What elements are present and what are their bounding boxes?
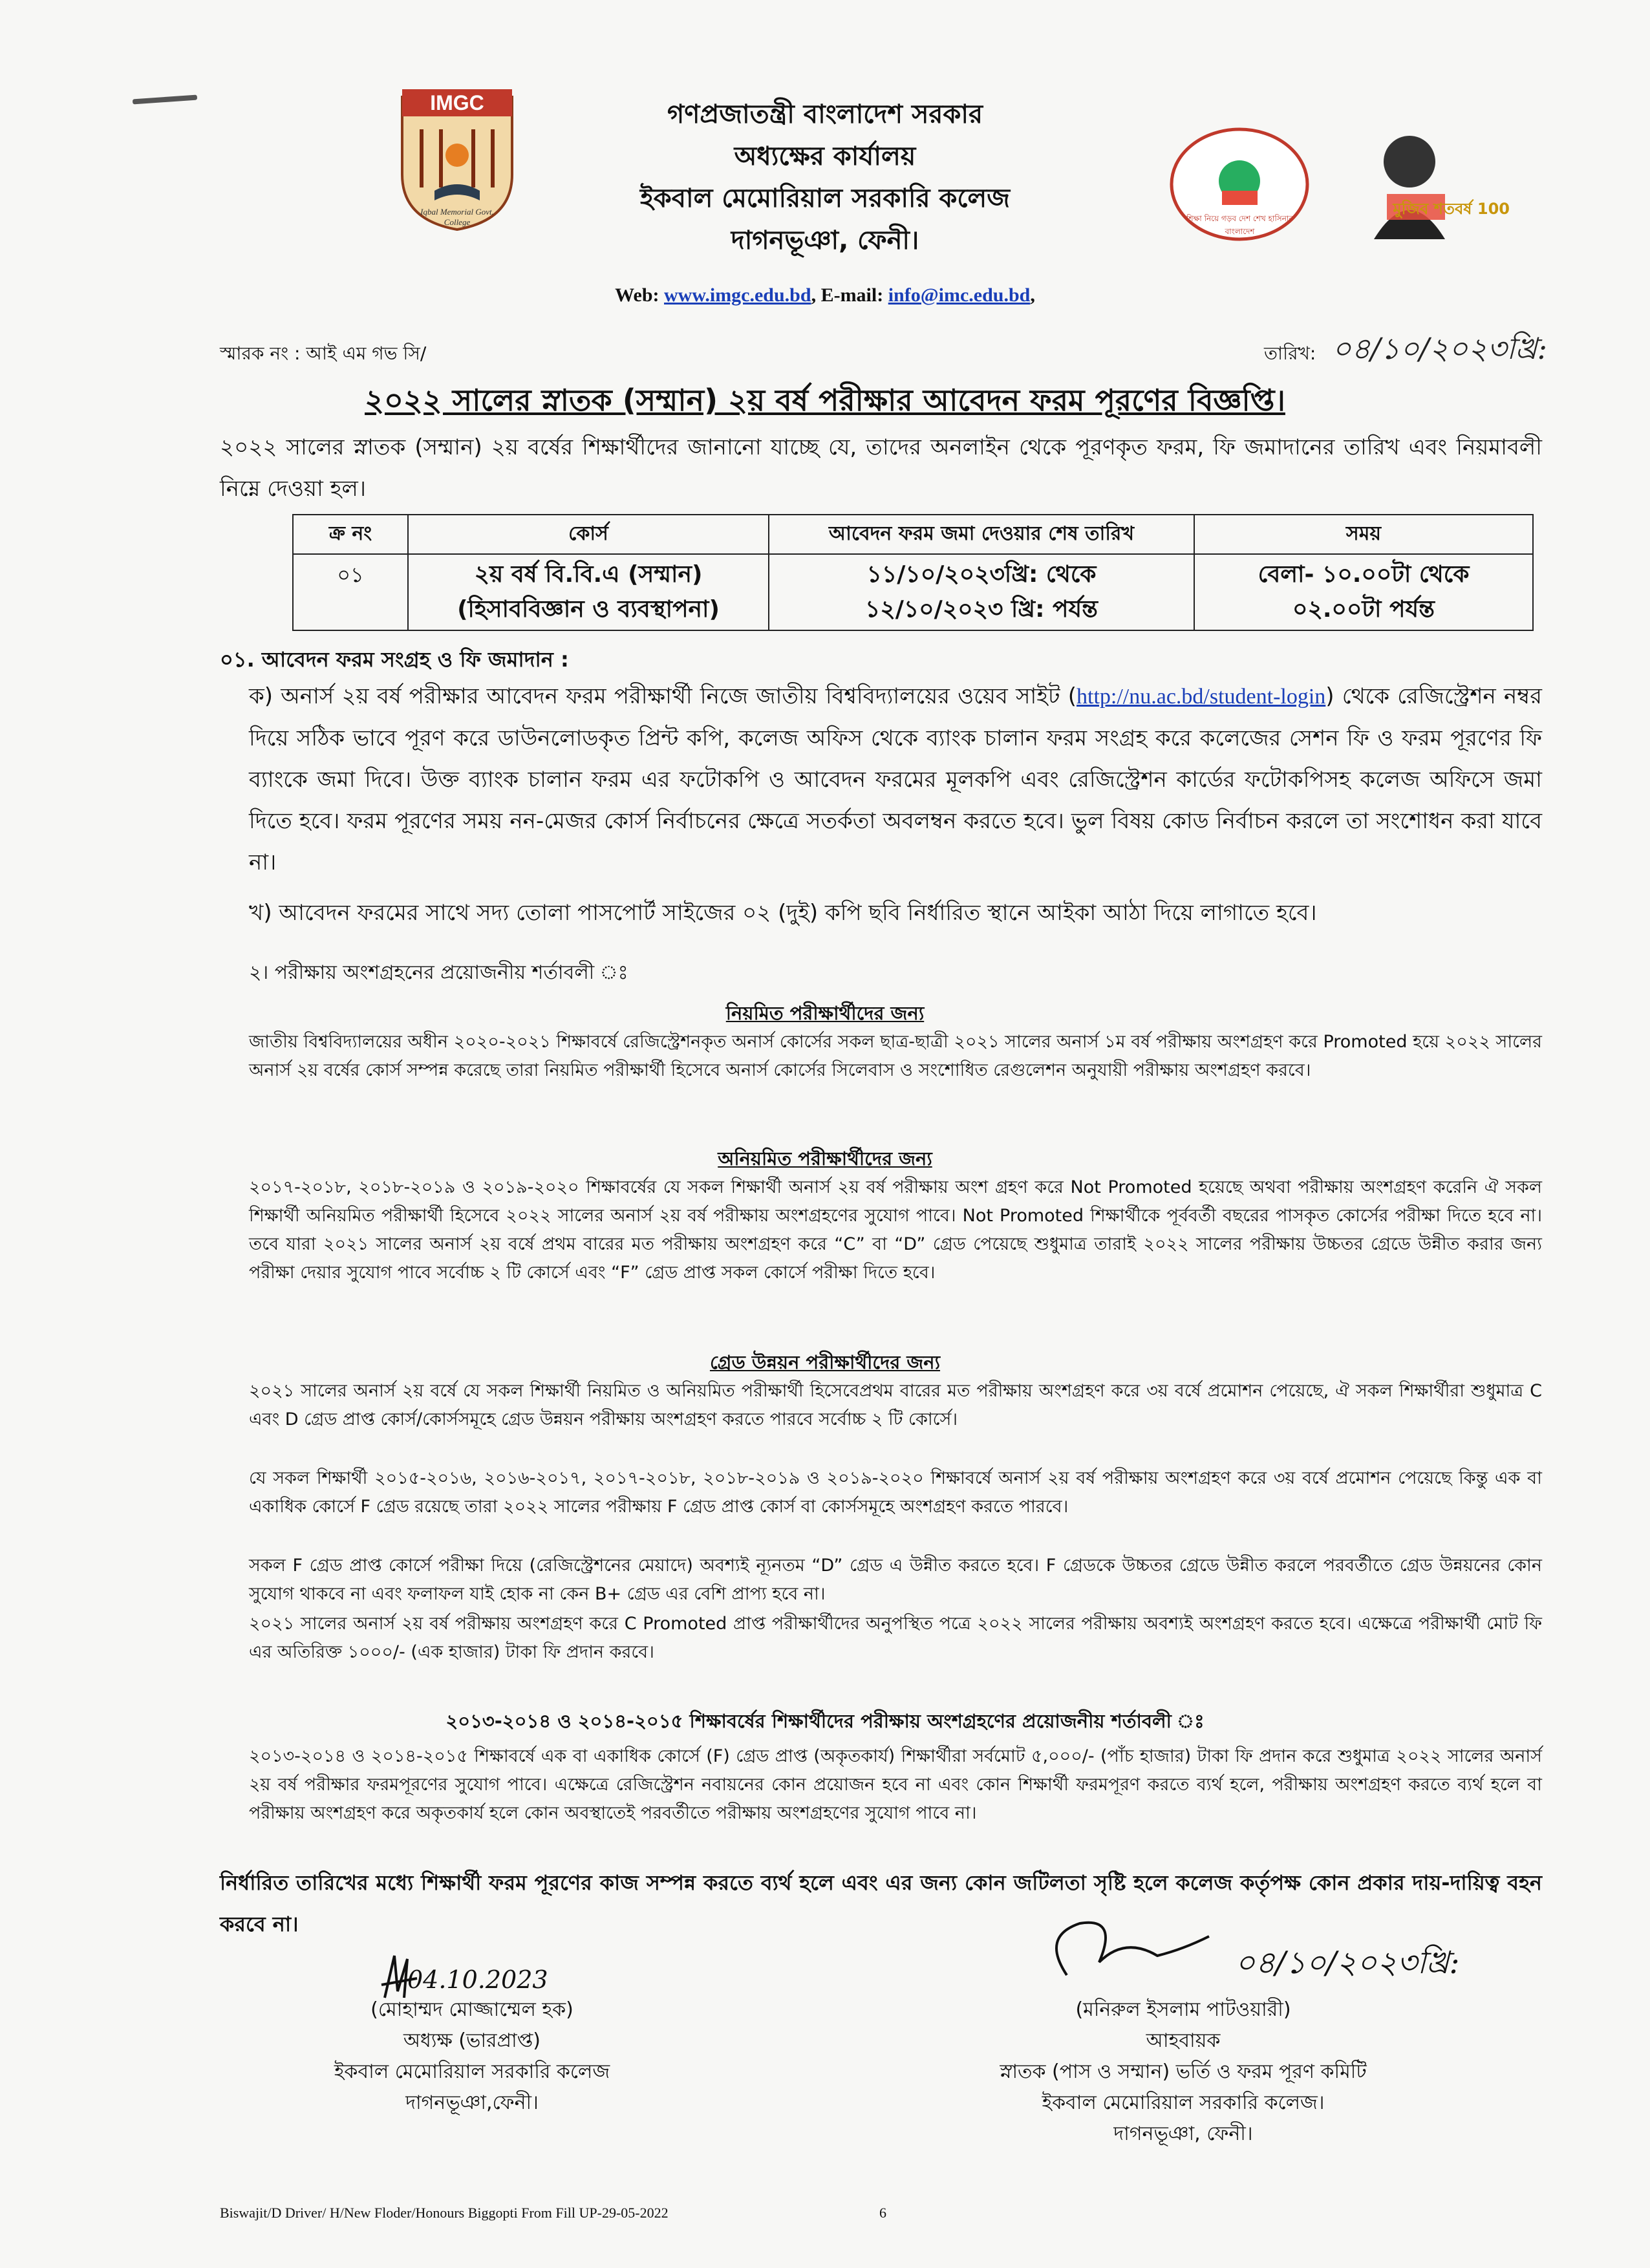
contact-line: Web: www.imgc.edu.bd, E-mail: info@imc.edu.bd, bbox=[615, 284, 1035, 306]
web-label: Web: bbox=[615, 284, 665, 306]
schedule-table bbox=[292, 514, 1534, 631]
date-handwritten: ০৪/১০/২০২৩খ্রি: bbox=[1332, 331, 1548, 366]
right-signer-role: আহবায়ক bbox=[1146, 2029, 1221, 2052]
col-course: কোর্স bbox=[408, 515, 769, 554]
section1-item-a: ক) অনার্স ২য় বর্ষ পরীক্ষার আবেদন ফরম পরীক্ষার্থী নিজে জাতীয় বিশ্ববিদ্যালয়ের ওয়েব সাইট (http://nu.ac.bd/student-login) থেকে রেজিস্ট্রেশন নম্বর দিয়ে সঠিক ভাবে পূরণ করে ডাউনলোডকৃত প্রিন্ট কপি, কলেজ অফিস থেকে ব্যাংক চালান ফরম সংগ্রহ করে কলেজের সেশন ফি ও ফরম পূরণের ফি ব্যাংকে জমা দিবে। উক্ত ব্যাংক চালান ফরম এর ফটোকপি ও আবেদন ফরমের মূলকপি এবং রেজিস্ট্রেশন কার্ডের ফটোকপিসহ কলেজ অফিসে জমা দিতে হবে। ফরম পূরণের সময় নন-মেজর কোর্স নির্বাচনের ক্ষেত্রে সতর্কতা অবলম্বন করতে হবে। ভুল বিষয় কোড নির্বাচন করলে তা সংশোধন করা যাবে না। bbox=[249, 683, 1543, 875]
campaign-logo-text: শিক্ষা নিয়ে গড়ব দেশ শেখ হাসিনার বাংলাদেশ bbox=[1186, 214, 1293, 236]
col-deadline: আবেদন ফরম জমা দেওয়ার শেষ তারিখ bbox=[769, 515, 1194, 554]
right-signer-org: ইকবাল মেমোরিয়াল সরকারি কলেজ। bbox=[1042, 2091, 1325, 2114]
col-sl: ক্র নং bbox=[293, 515, 408, 554]
footer-path: Biswajit/D Driver/ H/New Floder/Honours Biggopti From Fill UP-29-05-2022 bbox=[220, 2205, 669, 2221]
improvement-p1: ২০২১ সালের অনার্স ২য় বর্ষে যে সকল শিক্ষার্থী নিয়মিত ও অনিয়মিত পরীক্ষার্থী হিসেবেপ্রথম বারের মত পরীক্ষায় অংশগ্রহণ করে ৩য় বর্ষে প্রমোশন পেয়েছে, ঐ সকল শিক্ষার্থীরা শুধুমাত্র C এবং D গ্রেড প্রাপ্ত কোর্স/কোর্সসমূহে গ্রেড উন্নয়ন পরীক্ষায় অংশগ্রহণ করতে পারবে সর্বোচ্চ ২ টি কোর্সে। bbox=[249, 1381, 1542, 1429]
memo-ref: স্মারক নং : আই এম গভ সি/ bbox=[220, 343, 427, 364]
cell-time: বেলা- ১০.০০টা থেকে ০২.০০টা পর্যন্ত bbox=[1194, 554, 1533, 630]
right-signer-committee: স্নাতক (পাস ও সম্মান) ভর্তি ও ফরম পূরণ কমিটি bbox=[1000, 2060, 1367, 2083]
left-signature-date: 04.10.2023 bbox=[407, 1965, 548, 1994]
left-signer-place: দাগনভূঞা,ফেনী। bbox=[405, 2091, 539, 2114]
warning-paragraph: নির্ধারিত তারিখের মধ্যে শিক্ষার্থী ফরম পূরণের কাজ সম্পন্ন করতে ব্যর্থ হলে এবং এর জন্য কোন জটিলতা সৃষ্টি হলে কলেজ কর্তৃপক্ষ কোন প্রকার দায়-দায়িত্ব বহন করবে না। bbox=[220, 1870, 1542, 1936]
cell-course: ২য় বর্ষ বি.বি.এ (সম্মান) (হিসাববিজ্ঞান ও ব্যবস্থাপনা) bbox=[408, 554, 769, 630]
right-signature-block bbox=[892, 1995, 1474, 2150]
old-session-paragraph: ২০১৩-২০১৪ ও ২০১৪-২০১৫ শিক্ষাবর্ষে এক বা একাধিক কোর্সে (F) গ্রেড প্রাপ্ত (অকৃতকার্য) শিক্ষার্থীরা সর্বমোট ৫,০০০/- (পাঁচ হাজার) টাকা ফি প্রদান করে শুধুমাত্র ২০২২ সালের অনার্স ২য় বর্ষ পরীক্ষার ফরমপূরণের সুযোগ পাবে। এক্ষেত্রে রেজিস্ট্রেশন নবায়নের কোন প্রয়োজন হবে না এবং কোন শিক্ষার্থী ফরমপূরণ করতে ব্যর্থ হলে, পরীক্ষায় অংশগ্রহণ করতে ব্যর্থ হলে বা পরীক্ষায় অংশগ্রহণ করে অকৃতকার্য হলে কোন অবস্থাতেই পরবর্তীতে পরীক্ষায় অংশগ্রহণের সুযোগ পাবে না। bbox=[249, 1746, 1542, 1823]
college-name: ইকবাল মেমোরিয়াল সরকারি কলেজ bbox=[639, 184, 1011, 213]
left-signer-name: (মোহাম্মদ মোজ্জাম্মেল হক) bbox=[370, 1998, 573, 2021]
improvement-p2: যে সকল শিক্ষার্থী ২০১৫-২০১৬, ২০১৬-২০১৭, ২০১৭-২০১৮, ২০১৮-২০১৯ ও ২০১৯-২০২০ শিক্ষাবর্ষে অনার্স ২য় বর্ষ পরীক্ষায় অংশগ্রহণ করে ৩য় বর্ষে প্রমোশন পেয়েছে কিন্তু এক বা একাধিক কোর্সে F গ্রেড রয়েছে তারা ২০২২ সালের পরীক্ষায় F গ্রেড প্রাপ্ত কোর্স বা কোর্সসমূহে অংশগ্রহণ করতে পারবে। bbox=[249, 1468, 1542, 1517]
right-signer-place: দাগনভূঞা, ফেনী। bbox=[1113, 2123, 1253, 2145]
email-link[interactable]: info@imc.edu.bd bbox=[888, 284, 1031, 306]
table-row bbox=[293, 554, 1533, 630]
improvement-heading: গ্রেড উন্নয়ন পরীক্ষার্থীদের জন্য bbox=[709, 1351, 941, 1373]
campaign-logo bbox=[1167, 126, 1312, 242]
notice-title: ২০২২ সালের স্নাতক (সম্মান) ২য় বর্ষ পরীক্ষার আবেদন ফরম পূরণের বিজ্ঞপ্তি। bbox=[365, 383, 1285, 418]
regular-heading: নিয়মিত পরীক্ষার্থীদের জন্য bbox=[725, 1002, 925, 1024]
left-signer-org: ইকবাল মেমোরিয়াল সরকারি কলেজ bbox=[334, 2060, 610, 2083]
date-label: তারিখ: bbox=[1264, 343, 1316, 364]
cell-sl: ০১ bbox=[293, 554, 408, 630]
right-signer-name: (মনিরুল ইসলাম পাটওয়ারী) bbox=[1075, 1998, 1291, 2021]
nu-login-link[interactable]: http://nu.ac.bd/student-login bbox=[1077, 685, 1326, 709]
office-line: অধ্যক্ষের কার্যালয় bbox=[734, 142, 916, 171]
right-signature-date: ০৪/১০/২০২৩খ্রি: bbox=[1235, 1945, 1460, 1981]
logo-ring-text: Iqbal Memorial Govt. College bbox=[420, 207, 494, 227]
col-time: সময় bbox=[1194, 515, 1533, 554]
left-signature-block bbox=[278, 1995, 666, 2119]
section1-heading: ০১. আবেদন ফরম সংগ্রহ ও ফি জমাদান : bbox=[220, 647, 569, 672]
improvement-p3: সকল F গ্রেড প্রাপ্ত কোর্সে পরীক্ষা দিয়ে (রেজিস্ট্রেশনের মেয়াদে) অবশ্যই ন্যূনতম “D” গ্রেড এ উন্নীত করতে হবে। F গ্রেডকে উচ্চতর গ্রেডে উন্নীত করলে পরবর্তীতে গ্রেড উন্নয়নের কোন সুযোগ থাকবে না এবং ফলাফল যাই হোক না কেন B+ গ্রেড এর বেশি প্রাপ্য হবে না। bbox=[249, 1556, 1542, 1604]
table-header-row bbox=[293, 515, 1533, 554]
section2-heading: ২। পরীক্ষায় অংশগ্রহনের প্রয়োজনীয় শর্তাবলী ঃ bbox=[249, 961, 628, 984]
logo-text: IMGC bbox=[430, 91, 484, 114]
irregular-heading: অনিয়মিত পরীক্ষার্থীদের জন্য bbox=[718, 1148, 932, 1170]
right-signature-mark bbox=[1028, 1910, 1216, 1991]
section1-item-b: খ) আবেদন ফরমের সাথে সদ্য তোলা পাসপোর্ট সাইজের ০২ (দুই) কপি ছবি নির্ধারিত স্থানে আইকা আঠা দিয়ে লাগাতে হবে। bbox=[249, 900, 1317, 926]
old-session-heading: ২০১৩-২০১৪ ও ২০১৪-২০১৫ শিক্ষাবর্ষের শিক্ষার্থীদের পরীক্ষায় অংশগ্রহণের প্রয়োজনীয় শর্তাবলী ঃ bbox=[445, 1710, 1205, 1732]
mujib-logo bbox=[1342, 123, 1516, 246]
web-link[interactable]: www.imgc.edu.bd bbox=[664, 284, 811, 306]
intro-paragraph: ২০২২ সালের স্নাতক (সম্মান) ২য় বর্ষের শিক্ষার্থীদের জানানো যাচ্ছে যে, তাদের অনলাইন থেকে পূরণকৃত ফরম, ফি জমাদানের তারিখ এবং নিয়মাবলী নিম্নে দেওয়া হল। bbox=[220, 434, 1542, 502]
govt-line: গণপ্রজাতন্ত্রী বাংলাদেশ সরকার bbox=[667, 100, 983, 129]
mujib-logo-text: মুজিব শতবর্ষ 100 bbox=[1393, 200, 1510, 218]
left-signer-role: অধ্যক্ষ (ভারপ্রাপ্ত) bbox=[403, 2029, 541, 2052]
regular-paragraph: জাতীয় বিশ্ববিদ্যালয়ের অধীন ২০২০-২০২১ শিক্ষাবর্ষে রেজিস্ট্রেশনকৃত অনার্স কোর্সের সকল ছাত্র-ছাত্রী ২০২১ সালের অনার্স ১ম বর্ষ পরীক্ষায় অংশগ্রহণ করে Promoted হয়ে ২০২২ সালের অনার্স ২য় বর্ষের কোর্স সম্পন্ন করেছে তারা নিয়মিত পরীক্ষার্থী হিসেবে অনার্স কোর্সের সিলেবাস ও সংশোধিত রেগুলেশন অনুযায়ী পরীক্ষায় অংশগ্রহণ করবে। bbox=[249, 1032, 1542, 1080]
irregular-paragraph: ২০১৭-২০১৮, ২০১৮-২০১৯ ও ২০১৯-২০২০ শিক্ষাবর্ষের যে সকল শিক্ষার্থী অনার্স ২য় বর্ষ পরীক্ষায় অংশ গ্রহণ করে Not Promoted হয়েছে অথবা পরীক্ষায় অংশগ্রহণ করেনি ঐ সকল শিক্ষার্থী অনিয়মিত পরীক্ষার্থী হিসেবে ২০২২ সালের অনার্স ২য় বর্ষ পরীক্ষায় অংশগ্রহণের সুযোগ পাবে। Not Promoted শিক্ষার্থীকে পূর্ববর্তী বছরের পাসকৃত কোর্সের পরীক্ষা দিতে হবে না। তবে যারা ২০২১ সালের অনার্স ২য় বর্ষে প্রথম বারের মত পরীক্ষায় অংশগ্রহণ করে “C” বা “D” গ্রেড পেয়েছে শুধুমাত্র তারাই ২০২২ সালের পরীক্ষায় উচ্চতর গ্রেডে উন্নীত করার জন্য পরীক্ষা দেয়ার সুযোগ পাবে সর্বোচ্চ ২ টি কোর্সে এবং “F” গ্রেড প্রাপ্ত সকল কোর্সে পরীক্ষা দিতে হবে। bbox=[249, 1177, 1542, 1283]
college-address: দাগনভূঞা, ফেনী। bbox=[731, 226, 919, 255]
cell-deadline: ১১/১০/২০২৩খ্রি: থেকে ১২/১০/২০২৩ খ্রি: পর্যন্ত bbox=[769, 554, 1194, 630]
email-label: , E-mail: bbox=[811, 284, 888, 306]
improvement-p4: ২০২১ সালের অনার্স ২য় বর্ষ পরীক্ষায় অংশগ্রহণ করে C Promoted প্রাপ্ত পরীক্ষার্থীদের অনুপস্থিত পত্রে ২০২২ সালের পরীক্ষায় অবশ্যই অংশগ্রহণ করতে হবে। এক্ষেত্রে পরীক্ষার্থী মোট ফি এর অতিরিক্ত ১০০০/- (এক হাজার) টাকা ফি প্রদান করবে। bbox=[249, 1614, 1542, 1662]
footer-page-number: 6 bbox=[879, 2205, 886, 2221]
